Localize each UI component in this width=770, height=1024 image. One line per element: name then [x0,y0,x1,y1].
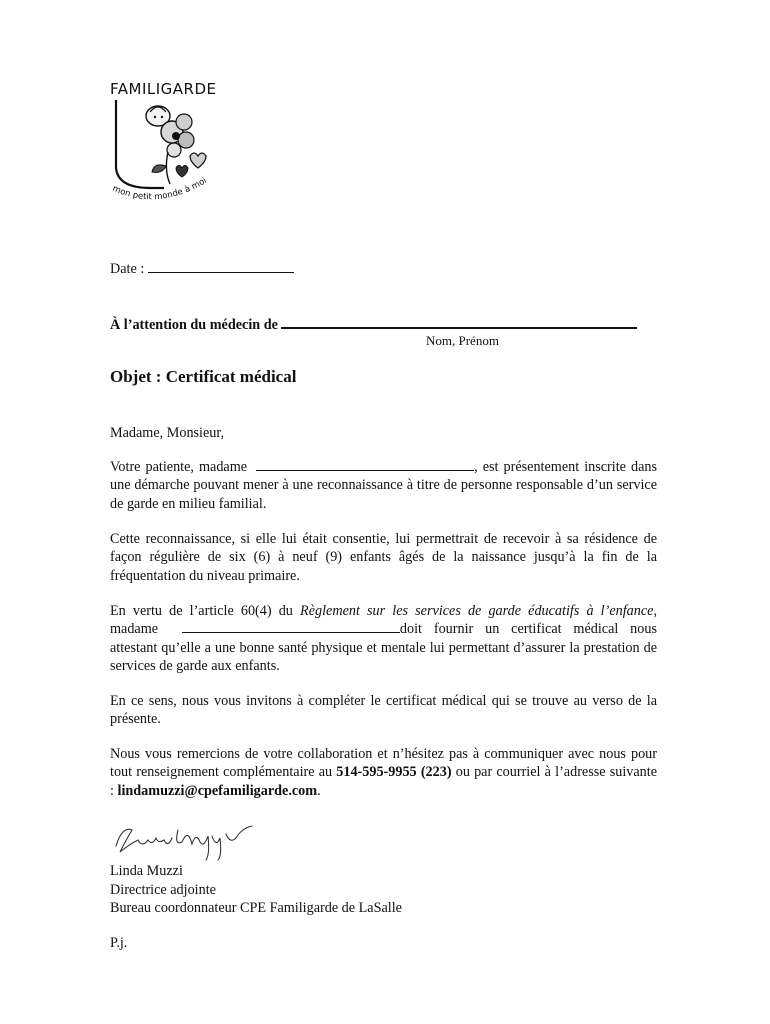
paragraph-4: En ce sens, nous vous invitons à compléter le certificat médical qui se trouve au verso de la présente. [110,693,657,728]
paragraph-3: En vertu de l’article 60(4) du Règlement sur les services de garde éducatifs à l’enfance, madame doit fournir un certificat médical nous attestant qu’elle a une bonne santé physique et mentale lui permettant d’assurer la prestation de services de garde aux enfants. [110,603,658,674]
paragraph-1: Votre patiente, madame , est présentement inscrite dans une démarche pouvant mener à une reconnaissance à titre de personne responsable d’un service de garde en milieu familial. [110,459,658,512]
madame-name-field[interactable] [182,620,400,633]
signer-organization: Bureau coordonnateur CPE Familigarde de LaSalle [110,900,402,916]
salutation: Madame, Monsieur, [110,425,225,441]
email-address[interactable]: lindamuzzi@cpefamiligarde.com [117,782,318,799]
logo-brand-text: FAMILIGARDE [110,80,217,98]
signature-block [110,862,657,918]
enclosure: P.j. [110,935,128,951]
paragraph-5: Nous vous remercions de votre collaboration et n’hésitez pas à communiquer avec nous pour tout renseignement complémentaire au 514-595-9955 (223) ou par courriel à l’adresse suivante : lindamuzzi@cpefamiligarde.com. [110,746,657,799]
subject-heading: Objet : Certificat médical [110,367,297,386]
signer-title: Directrice adjointe [110,881,216,898]
handwritten-signature [112,818,260,862]
patient-name-field[interactable] [256,458,474,471]
doctor-name-field[interactable] [281,315,637,329]
signer-name: Linda Muzzi [110,863,183,879]
phone-number: 514-595-9955 (223) [336,764,452,781]
paragraph-2: Cette reconnaissance, si elle lui était consentie, lui permettrait de recevoir à sa résidence de façon régulière de six (6) à neuf (9) enfants âgés de la naissance jusqu’à la fin de la fréquentation du niveau primaire. [110,531,657,584]
familigarde-logo [104,72,222,212]
attention-line [110,315,657,334]
date-line [110,260,657,278]
regulation-title: Règlement sur les services de garde éducatifs à l’enfance [300,603,654,619]
field-caption: Nom, Prénom [426,333,499,348]
logo-tagline: mon petit monde à moi [110,175,209,203]
attention-label: À l’attention du médecin de [110,317,278,333]
date-label: Date : [110,261,145,277]
svg-text:Linda Muzzi: Linda Muzzi [112,818,118,819]
date-field[interactable] [148,260,294,273]
